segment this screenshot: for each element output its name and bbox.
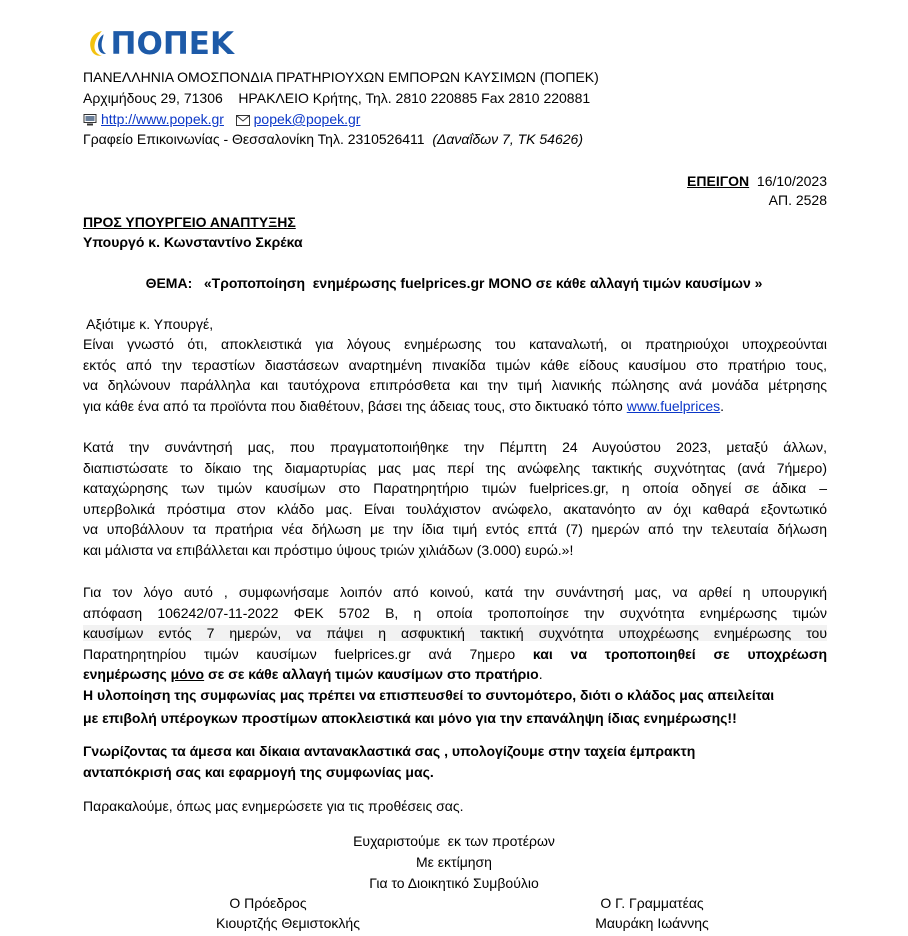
p3-bold-a: ενημέρωσης: [83, 666, 171, 683]
salutation: Αξιότιμε κ. Υπουργέ,: [83, 316, 214, 332]
org-address: Αρχιμήδους 29, 71306 ΗΡΑΚΛΕΙΟ Κρήτης, Τηλ. 2810 220885 Fax 2810 220881: [83, 90, 591, 106]
p3-line: με επιβολή υπέρογκων προστίμων αποκλειστικά και μόνο για την επανάληψη ίδιας ενημέρωσης!!: [83, 709, 737, 726]
p1-line: [83, 396, 827, 417]
paragraph-2: [83, 437, 827, 561]
p4-line: Γνωρίζοντας τα άμεσα και δίκαια αντανακλαστικά σας , υπολογίζουμε στην ταχεία έμπρακτη: [83, 743, 696, 759]
p1-line: εκτός από την τεραστίων διαστάσεων αναρτημένη πινακίδα τιμών κάθε είδους καυσίμου στο πρατήριο τους,: [83, 356, 827, 373]
p3-line: απόφαση 106242/07-11-2022 ΦΕΚ 5702 Β, η οποία τροποποίησε την συχνότητα ενημέρωσης τιμών: [83, 604, 827, 621]
p3-highlight: καυσίμων εντός 7 ημερών, να πάψει η ασφυκτική τακτική συχνότητα υποχρέωσης ενημέρωσης του: [83, 625, 827, 642]
computer-icon: [83, 114, 97, 126]
p1-line-text: για κάθε ένα από τα προϊόντα που διαθέτουν, βάσει της άδειας τους, στο δικτυακό τόπο: [83, 397, 623, 414]
p2-line: να υποβάλλουν τα πρατήρια νέα δήλωση με την ίδια τιμή εντός επτά (7) ημερών από την τελευταία δήλωση: [83, 521, 827, 538]
office-address: (Δαναΐδων 7, ΤΚ 54626): [432, 131, 583, 147]
p2-line: υπερβολικά πρόστιμα στον κλάδο μας. Είναι τουλάχιστον ανώφελο, ακατανόητο αν όχι καθαρά εξοντωτικό: [83, 500, 827, 517]
president-title: Ο Πρόεδρος: [229, 895, 307, 911]
p3-period: .: [538, 666, 543, 683]
urgency-label: ΕΠΕΙΓΟΝ: [687, 173, 750, 189]
envelope-icon: [236, 115, 250, 126]
subject-line: ΘΕΜΑ: «Τροποποίηση ενημέρωσης fuelprices.gr ΜΟΝΟ σε κάθε αλλαγή τιμών καυσίμων »: [145, 275, 763, 291]
p3-line: Η υλοποίηση της συμφωνίας μας πρέπει να επισπευσθεί το συντομότερο, διότι ο κλάδος μας απειλείται: [83, 686, 775, 703]
secretary-name: Μαυράκη Ιωάννης: [595, 915, 709, 931]
logo: [84, 24, 234, 64]
p3-line-bold: και να τροποποιηθεί σε υποχρέωση: [532, 645, 827, 662]
closing-board: Για το Διοικητικό Συμβούλιο: [369, 875, 539, 891]
p3-line: [83, 623, 827, 644]
closing-regards: Με εκτίμηση: [416, 854, 492, 870]
p3-line-text: Παρατηρητηρίου τιμών καυσίμων fuelprices.gr ανά 7ημερο: [83, 645, 533, 662]
p1-line: να δηλώνουν παράλληλα και ταυτόχρονα επιπρόσθετα και την τιμή λιανικής πώλησης ανά μονάδα μέτρησης: [83, 377, 827, 394]
letter-date: 16/10/2023: [756, 173, 827, 189]
p1-line-end: .: [720, 397, 725, 414]
logo-text: ΠΟΠΕΚ: [110, 26, 234, 62]
p2-line: διαπιστώσατε το δίκαιο της διαμαρτυρίας μας μας περί της ανώφελης τακτικής συχνότητας (ανά 7ήμερο): [83, 459, 827, 476]
paragraph-4: [83, 741, 827, 782]
fuelprices-link[interactable]: www.fuelprices: [626, 397, 721, 414]
closing-thanks: Ευχαριστούμε εκ των προτέρων: [353, 833, 555, 849]
p3-bold-underlined: μόνο: [170, 666, 205, 683]
paragraph-5: Παρακαλούμε, όπως μας ενημερώσετε για τις προθέσεις σας.: [83, 798, 464, 814]
president-name: Κιουρτζής Θεμιστοκλής: [216, 915, 360, 931]
p3-line: [83, 644, 827, 665]
secretary-title: Ο Γ. Γραμματέας: [600, 895, 704, 911]
recipient-to: ΠΡΟΣ ΥΠΟΥΡΓΕΙΟ ΑΝΑΠΤΥΞΗΣ: [83, 214, 296, 230]
email-link[interactable]: popek@popek.gr: [253, 111, 361, 127]
paragraph-1: [83, 334, 827, 416]
org-name: ΠΑΝΕΛΛΗΝΙΑ ΟΜΟΣΠΟΝΔΙΑ ΠΡΑΤΗΡΙΟΥΧΩΝ ΕΜΠΟΡΩΝ ΚΑΥΣΙΜΩΝ (ΠΟΠΕΚ): [83, 69, 599, 85]
paragraph-3: [83, 582, 827, 728]
date-line: [687, 171, 827, 191]
office-line: [83, 129, 583, 149]
recipient-name: Υπουργό κ. Κωνσταντίνο Σκρέκα: [83, 234, 303, 250]
office-text: Γραφείο Επικοινωνίας - Θεσσαλονίκη Τηλ. 2310526411: [83, 131, 425, 147]
p3-bold-c: σε σε κάθε αλλαγή τιμών καυσίμων στο πρατήριο: [204, 666, 539, 683]
contact-links: [83, 109, 360, 129]
p3-line: [83, 664, 827, 685]
p2-line: και μάλιστα να επιβάλλεται και πρόστιμο ύψους τριών χιλιάδων (3.000) ευρώ.»!: [83, 541, 574, 558]
protocol-number: ΑΠ. 2528: [768, 192, 827, 208]
p3-line: Για τον λόγο αυτό , συμφωνήσαμε λοιπόν από κοινού, κατά την συνάντησή μας, να αρθεί η υπουργική: [83, 584, 827, 600]
website-link[interactable]: http://www.popek.gr: [101, 111, 224, 127]
p2-line: καταχώρησης των τιμών καυσίμων στο Παρατηρητήριο τιμών fuelprices.gr, η οποία οδηγεί σε άδικα –: [83, 480, 827, 497]
p1-line: Είναι γνωστό ότι, αποκλειστικά για λόγους ενημέρωσης του καταναλωτή, οι πρατηριούχοι υποχρεούνται: [83, 336, 827, 352]
p4-line: ανταπόκρισή σας και εφαρμογή της συμφωνίας μας.: [83, 763, 434, 780]
p2-line: Κατά την συνάντησή μας, που πραγματοποιήθηκε την Πέμπτη 24 Αυγούστου 2023, μεταξύ άλλων,: [83, 439, 827, 455]
